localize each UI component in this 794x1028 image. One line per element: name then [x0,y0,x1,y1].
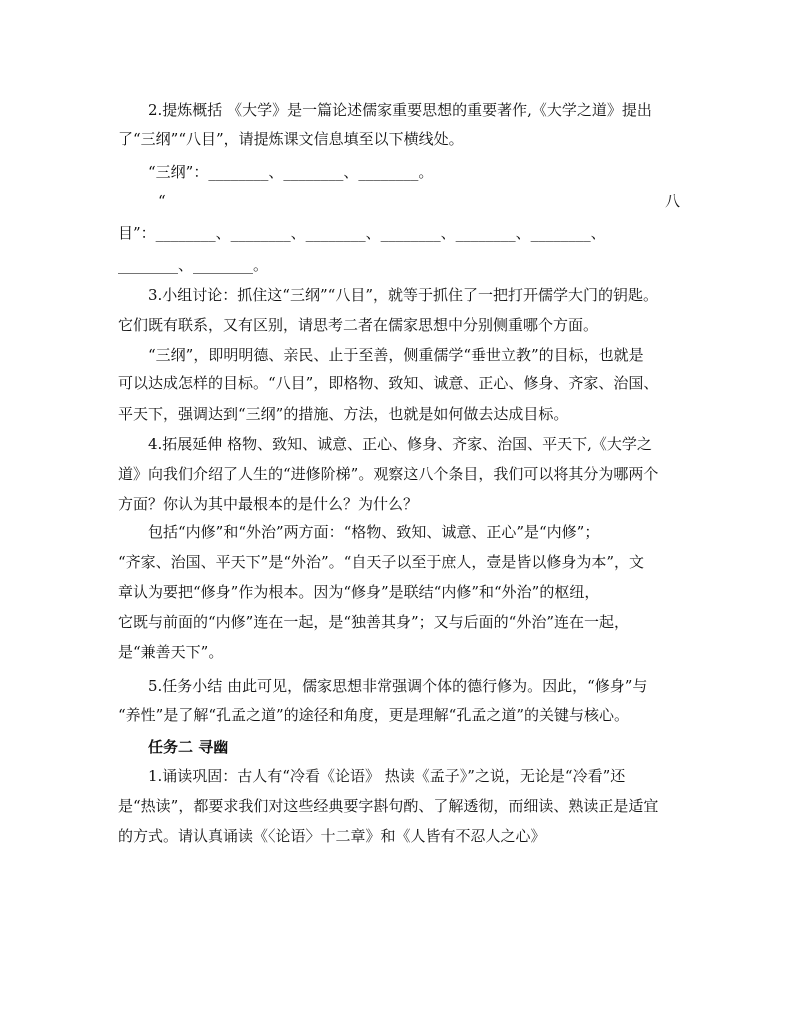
bamu-fill-blank-line-2: ________、________。 [118,256,269,274]
question-2-line-2: 了“三纲”“八目”，请提炼课文信息填至以下横线处。 [118,130,464,148]
question-3-line-2: 它们既有联系，又有区别，请思考二者在儒家思想中分别侧重哪个方面。 [118,316,599,334]
answer-3-line-1: “三纲”，即明明德、亲民、止于至善，侧重儒学“垂世立教”的目标，也就是 [148,346,644,364]
sangang-fill-blank: “三纲”：________、________、________。 [148,163,434,181]
question-4-line-1: 4.拓展延伸 格物、致知、诚意、正心、修身、齐家、治国、平天下,《大学之 [148,435,652,453]
task-2-item-1-line-2: 是“热读”，都要求我们对这些经典要字斟句酌、了解透彻，而细读、熟读正是适宜 [118,797,659,815]
question-2-line-1: 2.提炼概括 《大学》是一篇论述儒家重要思想的重要著作,《大学之道》提出 [148,101,652,119]
question-3-line-1: 3.小组讨论：抓住这“三纲”“八目”，就等于抓住了一把打开儒学大门的钥匙。 [148,286,658,304]
summary-5-line-2: “养性”是了解“孔孟之道”的途径和角度，更是理解“孔孟之道”的关键与核心。 [118,706,630,724]
answer-4-line-4: 它既与前面的“内修”连在一起，是“独善其身”；又与后面的“外治”连在一起， [118,613,630,631]
answer-4-line-2: “齐家、治国、平天下”是“外治”。“自天子以至于庶人，壹是皆以修身为本”，文 [118,553,645,571]
answer-3-line-3: 平天下，强调达到“三纲”的措施、方法，也就是如何做去达成目标。 [118,405,569,423]
bamu-open-quote: “ [158,192,166,210]
answer-4-line-5: 是“兼善天下”。 [118,643,224,661]
task-2-item-1-line-3: 的方式。请认真诵读《〈论语〉十二章》和《人皆有不忍人之心》 [118,827,546,845]
answer-4-line-1: 包括“内修”和“外治”两方面：“格物、致知、诚意、正心”是“内修”； [148,523,600,541]
question-4-line-2: 道》向我们介绍了人生的“进修阶梯”。观察这八个条目，我们可以将其分为哪两个 [118,465,659,483]
bamu-label-row [118,190,680,212]
bamu-fill-blank-line-1: 目”：________、________、________、________、________、________、 [118,224,606,242]
task-2-heading: 任务二 寻幽 [148,738,229,756]
answer-3-line-2: 可以达成怎样的目标。“八目”，即格物、致知、诚意、正心、修身、齐家、治国、 [118,374,659,392]
summary-5-line-1: 5.任务小结 由此可见，儒家思想非常强调个体的德行修为。因此，“修身”与 [148,677,648,695]
answer-4-line-3: 章认为要把“修身”作为根本。因为“修身”是联结“内修”和“外治”的枢纽， [118,583,600,601]
question-4-line-3: 方面？你认为其中最根本的是什么？为什么？ [118,495,419,513]
bamu-label-char: 八 [664,192,680,210]
task-2-item-1-line-1: 1.诵读巩固：古人有“冷看《论语》 热读《孟子》”之说，无论是“冷看”还 [148,767,626,785]
